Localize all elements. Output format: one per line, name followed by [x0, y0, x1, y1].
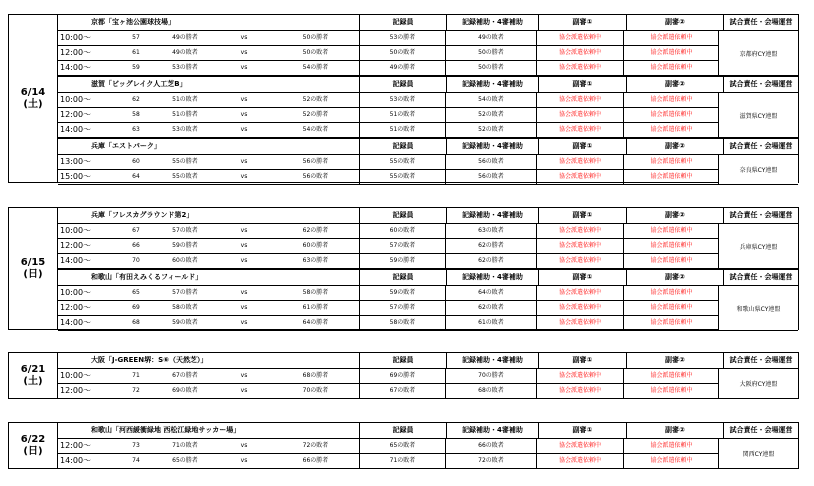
recorder-assist-header: 記録補助・4審補助	[447, 423, 539, 438]
match-time: 14:00～	[60, 456, 92, 465]
team-b: 58の勝者	[272, 286, 360, 300]
vs-label: vs	[240, 64, 248, 71]
vs-label: vs	[240, 173, 248, 180]
match-time: 10:00～	[60, 288, 92, 297]
vs-label: vs	[240, 387, 248, 394]
recorder-assist-cell: 63の敗者	[446, 224, 537, 238]
referee1-header: 副審①	[539, 77, 627, 92]
referee2-cell: 協会派遣依頼中	[624, 61, 720, 75]
match-time: 12:00～	[60, 386, 92, 395]
vs-label: vs	[240, 304, 248, 311]
manager-header: 試合責任・会場運営	[729, 211, 793, 219]
match-row	[58, 384, 798, 399]
manager-header: 試合責任・会場運営	[729, 18, 793, 26]
recorder-cell: 55の敗者	[360, 155, 446, 169]
team-b: 72の敗者	[272, 439, 360, 453]
vs-label: vs	[240, 227, 248, 234]
match-time: 14:00～	[60, 318, 92, 327]
referee2-header: 副審②	[627, 423, 724, 438]
match-number: 68	[132, 319, 140, 326]
recorder-assist-cell: 50の勝者	[446, 46, 537, 60]
match-rows	[58, 439, 798, 469]
venue-list	[58, 423, 798, 469]
recorder-assist-cell: 66の敗者	[446, 439, 537, 453]
match-time: 14:00～	[60, 125, 92, 134]
recorder-assist-header: 記録補助・4審補助	[447, 77, 539, 92]
team-a: 51の勝者	[172, 111, 198, 118]
match-row	[58, 454, 798, 469]
team-b: 52の敗者	[272, 93, 360, 107]
recorder-assist-cell: 62の敗者	[446, 301, 537, 315]
match-number: 62	[132, 96, 140, 103]
team-a: 58の敗者	[172, 304, 198, 311]
match-row	[58, 439, 798, 454]
referee1-cell: 協会派遣依頼中	[537, 61, 624, 75]
referee2-header: 副審②	[627, 208, 724, 223]
day-block	[8, 422, 799, 469]
match-row	[58, 170, 798, 185]
match-row	[58, 224, 798, 239]
match-row	[58, 301, 798, 316]
referee1-cell: 協会派遣依頼中	[537, 239, 624, 253]
recorder-assist-cell: 68の敗者	[446, 384, 537, 398]
referee2-cell: 協会派遣依頼中	[624, 369, 720, 383]
match-time: 14:00～	[60, 63, 92, 72]
referee1-cell: 協会派遣依頼中	[537, 316, 624, 330]
vs-label: vs	[240, 111, 248, 118]
organizer-cell: 奈良県CY連盟	[718, 155, 798, 184]
recorder-assist-header: 記録補助・4審補助	[447, 353, 539, 368]
match-number: 61	[132, 49, 140, 56]
manager-header: 試合責任・会場運営	[729, 273, 793, 281]
venue-name: 和歌山「河西緩衝緑地 西松江緑地サッカー場」	[58, 423, 360, 438]
recorder-cell: 67の敗者	[360, 384, 446, 398]
referee2-cell: 協会派遣依頼中	[624, 316, 720, 330]
team-a: 71の敗者	[172, 442, 198, 449]
match-rows	[58, 369, 798, 399]
referee1-cell: 協会派遣依頼中	[537, 123, 624, 137]
recorder-header: 記録員	[360, 208, 447, 223]
recorder-cell: 60の敗者	[360, 224, 446, 238]
referee1-header: 副審①	[539, 139, 627, 154]
venue-header-row	[58, 77, 798, 93]
match-number: 59	[132, 64, 140, 71]
vs-label: vs	[240, 126, 248, 133]
venue-name: 兵庫「フレスカグラウンド第2」	[58, 208, 360, 223]
match-rows	[58, 286, 798, 331]
match-rows	[58, 155, 798, 185]
vs-label: vs	[240, 442, 248, 449]
match-time: 12:00～	[60, 110, 92, 119]
match-time: 10:00～	[60, 95, 92, 104]
recorder-assist-cell: 52の敗者	[446, 108, 537, 122]
recorder-cell: 57の敗者	[360, 239, 446, 253]
recorder-cell: 51の敗者	[360, 123, 446, 137]
organizer-cell: 大阪府CY連盟	[718, 369, 798, 398]
match-time: 13:00～	[60, 157, 92, 166]
recorder-assist-header: 記録補助・4審補助	[447, 139, 539, 154]
vs-label: vs	[240, 319, 248, 326]
recorder-assist-cell: 49の敗者	[446, 31, 537, 45]
recorder-cell: 59の勝者	[360, 254, 446, 268]
match-number: 67	[132, 227, 140, 234]
match-row	[58, 93, 798, 108]
team-b: 54の敗者	[272, 123, 360, 137]
referee1-cell: 協会派遣依頼中	[537, 31, 624, 45]
referee2-cell: 協会派遣依頼中	[624, 239, 720, 253]
recorder-cell: 55の敗者	[360, 170, 446, 184]
team-b: 70の敗者	[272, 384, 360, 398]
manager-header: 試合責任・会場運営	[729, 80, 793, 88]
recorder-assist-cell: 52の敗者	[446, 123, 537, 137]
match-number: 69	[132, 304, 140, 311]
team-a: 55の敗者	[172, 173, 198, 180]
recorder-assist-cell: 50の勝者	[446, 61, 537, 75]
recorder-cell: 71の敗者	[360, 454, 446, 468]
match-rows	[58, 93, 798, 139]
referee2-cell: 協会派遣依頼中	[624, 155, 720, 169]
weekday-label: (日)	[23, 268, 43, 280]
organizer-cell: 京都府CY連盟	[718, 31, 798, 75]
date-cell	[9, 208, 58, 329]
referee2-header: 副審②	[627, 270, 724, 285]
venue-section	[58, 270, 798, 331]
match-number: 57	[132, 34, 140, 41]
match-row	[58, 286, 798, 301]
referee1-cell: 協会派遣依頼中	[537, 108, 624, 122]
referee2-cell: 協会派遣依頼中	[624, 93, 720, 107]
recorder-cell: 50の敗者	[360, 46, 446, 60]
team-a: 65の勝者	[172, 457, 198, 464]
date-label: 6/14	[20, 86, 46, 98]
match-row	[58, 254, 798, 269]
referee2-cell: 協会派遣依頼中	[624, 254, 720, 268]
referee2-cell: 協会派遣依頼中	[624, 46, 720, 60]
match-time: 12:00～	[60, 303, 92, 312]
manager-header: 試合責任・会場運営	[729, 426, 793, 434]
match-number: 73	[132, 442, 140, 449]
team-a: 53の勝者	[172, 64, 198, 71]
match-number: 74	[132, 457, 140, 464]
venue-section	[58, 15, 798, 77]
referee1-cell: 協会派遣依頼中	[537, 170, 624, 184]
day-block	[8, 352, 799, 399]
match-number: 58	[132, 111, 140, 118]
manager-header: 試合責任・会場運営	[729, 142, 793, 150]
recorder-cell: 59の敗者	[360, 286, 446, 300]
vs-label: vs	[240, 242, 248, 249]
team-a: 59の勝者	[172, 242, 198, 249]
recorder-assist-header: 記録補助・4審補助	[447, 270, 539, 285]
recorder-assist-header: 記録補助・4審補助	[447, 208, 539, 223]
referee2-cell: 協会派遣依頼中	[624, 170, 720, 184]
referee1-cell: 協会派遣依頼中	[537, 93, 624, 107]
referee2-cell: 協会派遣依頼中	[624, 123, 720, 137]
referee1-cell: 協会派遣依頼中	[537, 46, 624, 60]
organizer-cell: 滋賀県CY連盟	[718, 93, 798, 137]
referee1-header: 副審①	[539, 423, 627, 438]
team-b: 60の勝者	[272, 239, 360, 253]
referee2-header: 副審②	[627, 139, 724, 154]
date-cell	[9, 423, 58, 468]
vs-label: vs	[240, 34, 248, 41]
recorder-cell: 69の勝者	[360, 369, 446, 383]
referee2-cell: 協会派遣依頼中	[624, 439, 720, 453]
match-time: 10:00～	[60, 33, 92, 42]
venue-section	[58, 77, 798, 139]
recorder-assist-cell: 64の敗者	[446, 286, 537, 300]
weekday-label: (土)	[23, 98, 43, 110]
venue-header-row	[58, 423, 798, 439]
match-rows	[58, 224, 798, 270]
venue-header-row	[58, 15, 798, 31]
recorder-assist-header: 記録補助・4審補助	[447, 15, 539, 30]
recorder-assist-cell: 72の敗者	[446, 454, 537, 468]
match-time: 14:00～	[60, 256, 92, 265]
team-b: 50の敗者	[272, 46, 360, 60]
team-b: 56の敗者	[272, 170, 360, 184]
recorder-header: 記録員	[360, 15, 447, 30]
recorder-header: 記録員	[360, 270, 447, 285]
venue-header-row	[58, 208, 798, 224]
referee1-cell: 協会派遣依頼中	[537, 286, 624, 300]
match-row	[58, 369, 798, 384]
team-b: 50の勝者	[272, 31, 360, 45]
match-number: 64	[132, 173, 140, 180]
referee1-header: 副審①	[539, 208, 627, 223]
recorder-header: 記録員	[360, 77, 447, 92]
vs-label: vs	[240, 457, 248, 464]
venue-section	[58, 139, 798, 185]
referee1-header: 副審①	[539, 15, 627, 30]
team-b: 61の勝者	[272, 301, 360, 315]
referee1-cell: 協会派遣依頼中	[537, 301, 624, 315]
recorder-cell: 51の敗者	[360, 108, 446, 122]
referee1-cell: 協会派遣依頼中	[537, 439, 624, 453]
recorder-header: 記録員	[360, 423, 447, 438]
referee1-cell: 協会派遣依頼中	[537, 369, 624, 383]
date-label: 6/21	[20, 363, 46, 375]
match-number: 65	[132, 289, 140, 296]
venue-name: 滋賀「ビッグレイク人工芝B」	[58, 77, 360, 92]
venue-header-row	[58, 139, 798, 155]
team-b: 56の勝者	[272, 155, 360, 169]
referee2-cell: 協会派遣依頼中	[624, 454, 720, 468]
venue-section	[58, 208, 798, 270]
recorder-assist-cell: 70の勝者	[446, 369, 537, 383]
team-b: 62の勝者	[272, 224, 360, 238]
match-time: 15:00～	[60, 172, 92, 181]
match-row	[58, 123, 798, 138]
recorder-assist-cell: 56の敗者	[446, 170, 537, 184]
referee1-cell: 協会派遣依頼中	[537, 155, 624, 169]
match-row	[58, 239, 798, 254]
team-a: 55の勝者	[172, 158, 198, 165]
vs-label: vs	[240, 289, 248, 296]
recorder-assist-cell: 61の敗者	[446, 316, 537, 330]
match-number: 72	[132, 387, 140, 394]
referee2-header: 副審②	[627, 353, 724, 368]
venue-header-row	[58, 353, 798, 369]
match-rows	[58, 31, 798, 77]
match-row	[58, 61, 798, 76]
venue-header-row	[58, 270, 798, 286]
day-block	[8, 207, 799, 330]
team-a: 49の敗者	[172, 49, 198, 56]
team-a: 67の勝者	[172, 372, 198, 379]
referee2-cell: 協会派遣依頼中	[624, 31, 720, 45]
match-row	[58, 316, 798, 331]
match-row	[58, 46, 798, 61]
referee1-header: 副審①	[539, 353, 627, 368]
recorder-cell: 57の勝者	[360, 301, 446, 315]
recorder-assist-cell: 56の敗者	[446, 155, 537, 169]
match-number: 60	[132, 158, 140, 165]
referee2-cell: 協会派遣依頼中	[624, 286, 720, 300]
venue-name: 兵庫「エストパーク」	[58, 139, 360, 154]
organizer-cell: 兵庫県CY連盟	[718, 224, 798, 268]
team-b: 66の勝者	[272, 454, 360, 468]
vs-label: vs	[240, 372, 248, 379]
organizer-cell: 和歌山県CY連盟	[718, 286, 798, 330]
referee2-cell: 協会派遣依頼中	[624, 301, 720, 315]
referee1-cell: 協会派遣依頼中	[537, 224, 624, 238]
match-number: 70	[132, 257, 140, 264]
team-a: 57の敗者	[172, 227, 198, 234]
venue-list	[58, 15, 798, 185]
referee2-header: 副審②	[627, 15, 724, 30]
weekday-label: (土)	[23, 375, 43, 387]
referee2-cell: 協会派遣依頼中	[624, 224, 720, 238]
match-time: 12:00～	[60, 241, 92, 250]
team-a: 51の敗者	[172, 96, 198, 103]
venue-section	[58, 353, 798, 399]
team-a: 60の敗者	[172, 257, 198, 264]
recorder-cell: 53の敗者	[360, 93, 446, 107]
recorder-assist-cell: 54の敗者	[446, 93, 537, 107]
recorder-cell: 58の敗者	[360, 316, 446, 330]
date-label: 6/22	[20, 433, 46, 445]
vs-label: vs	[240, 49, 248, 56]
match-row	[58, 108, 798, 123]
recorder-assist-cell: 62の勝者	[446, 254, 537, 268]
manager-header: 試合責任・会場運営	[729, 356, 793, 364]
match-number: 66	[132, 242, 140, 249]
vs-label: vs	[240, 257, 248, 264]
date-cell	[9, 15, 58, 182]
recorder-assist-cell: 62の勝者	[446, 239, 537, 253]
team-a: 49の勝者	[172, 34, 198, 41]
match-time: 10:00～	[60, 226, 92, 235]
weekday-label: (日)	[23, 445, 43, 457]
referee1-cell: 協会派遣依頼中	[537, 454, 624, 468]
venue-list	[58, 353, 798, 399]
team-b: 63の勝者	[272, 254, 360, 268]
venue-name: 京都「宝ヶ池公園球技場」	[58, 15, 360, 30]
team-a: 57の勝者	[172, 289, 198, 296]
team-a: 69の敗者	[172, 387, 198, 394]
team-b: 52の勝者	[272, 108, 360, 122]
match-time: 12:00～	[60, 48, 92, 57]
match-time: 12:00～	[60, 441, 92, 450]
vs-label: vs	[240, 96, 248, 103]
referee2-cell: 協会派遣依頼中	[624, 384, 720, 398]
referee1-cell: 協会派遣依頼中	[537, 384, 624, 398]
team-b: 68の勝者	[272, 369, 360, 383]
recorder-header: 記録員	[360, 139, 447, 154]
date-label: 6/15	[20, 256, 46, 268]
vs-label: vs	[240, 158, 248, 165]
recorder-header: 記録員	[360, 353, 447, 368]
date-cell	[9, 353, 58, 398]
organizer-cell: 関西CY連盟	[718, 439, 798, 468]
match-row	[58, 155, 798, 170]
referee2-header: 副審②	[627, 77, 724, 92]
recorder-cell: 49の勝者	[360, 61, 446, 75]
day-block	[8, 14, 799, 183]
match-time: 10:00～	[60, 371, 92, 380]
venue-name: 大阪「J-GREEN堺：S⑥（天然芝）」	[58, 353, 360, 368]
referee1-header: 副審①	[539, 270, 627, 285]
team-b: 64の勝者	[272, 316, 360, 330]
venue-section	[58, 423, 798, 469]
team-a: 53の敗者	[172, 126, 198, 133]
team-a: 59の敗者	[172, 319, 198, 326]
venue-name: 和歌山「有田えみくるフィールド」	[58, 270, 360, 285]
referee2-cell: 協会派遣依頼中	[624, 108, 720, 122]
match-number: 63	[132, 126, 140, 133]
referee1-cell: 協会派遣依頼中	[537, 254, 624, 268]
venue-list	[58, 208, 798, 331]
match-number: 71	[132, 372, 140, 379]
match-row	[58, 31, 798, 46]
recorder-cell: 65の敗者	[360, 439, 446, 453]
recorder-cell: 53の勝者	[360, 31, 446, 45]
team-b: 54の勝者	[272, 61, 360, 75]
